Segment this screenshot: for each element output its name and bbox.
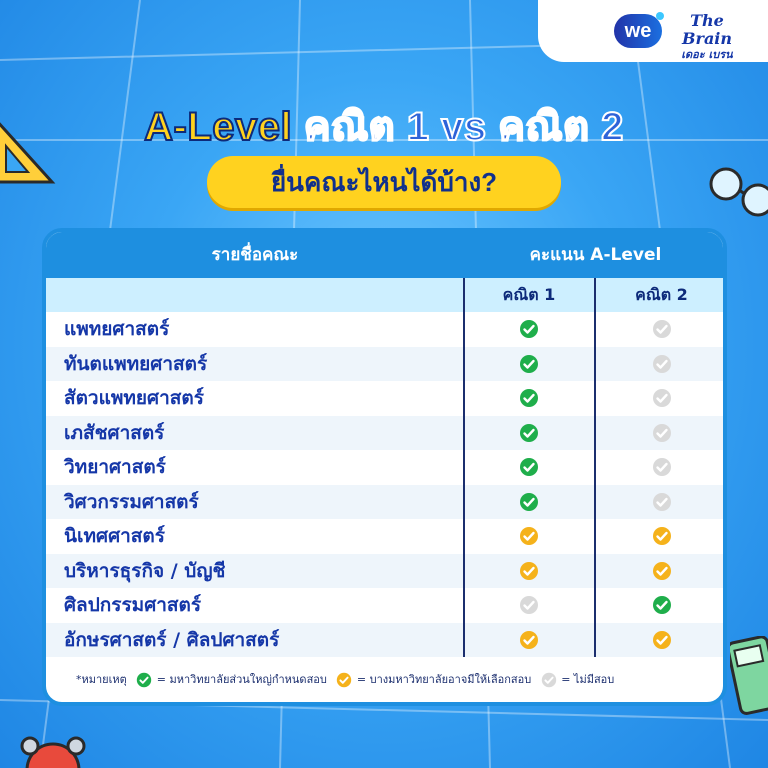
- title-math-compare: คณิต 1 vs คณิต 2: [303, 105, 624, 149]
- legend-optional-text: = บางมหาวิทยาลัยอาจมีให้เลือกสอบ: [356, 673, 532, 686]
- faculty-name: วิทยาศาสตร์: [64, 456, 166, 478]
- check-green-icon: [519, 388, 539, 408]
- check-gray-icon: [652, 319, 672, 339]
- math1-cell: [464, 623, 594, 658]
- table-row: [46, 485, 723, 520]
- table-row: [46, 381, 723, 416]
- check-gray-icon: [652, 492, 672, 512]
- check-green-icon: [519, 457, 539, 477]
- check-yellow-icon: [336, 672, 352, 688]
- faculty-name: เภสัชศาสตร์: [64, 421, 165, 444]
- math2-cell: [596, 381, 727, 416]
- math2-cell: [596, 519, 727, 554]
- subtitle-pill: ยื่นคณะไหนได้บ้าง?: [207, 156, 561, 208]
- alarm-clock-icon: [18, 736, 88, 768]
- comparison-table: [42, 228, 727, 706]
- math2-cell: [596, 554, 727, 589]
- page-title: [0, 94, 768, 158]
- check-green-icon: [519, 354, 539, 374]
- table-header: [46, 232, 723, 278]
- table-row: [46, 554, 723, 589]
- table-subheader: [46, 278, 723, 312]
- check-yellow-icon: [519, 561, 539, 581]
- legend-required-text: = มหาวิทยาลัยส่วนใหญ่กำหนดสอบ: [156, 673, 327, 686]
- math1-cell: [464, 347, 594, 382]
- column-divider-2: [594, 278, 596, 657]
- check-gray-icon: [519, 595, 539, 615]
- math1-cell: [464, 312, 594, 347]
- table-row: [46, 519, 723, 554]
- table-row: [46, 450, 723, 485]
- faculty-name: ศิลปกรรมศาสตร์: [64, 594, 202, 616]
- check-yellow-icon: [652, 630, 672, 650]
- math2-cell: [596, 416, 727, 451]
- legend-prefix: *หมายเหตุ: [76, 673, 127, 686]
- column-divider-1: [463, 278, 465, 657]
- we-logo-dot: [656, 12, 664, 20]
- title-a-level: A-Level: [144, 105, 293, 149]
- table-row: [46, 416, 723, 451]
- check-green-icon: [136, 672, 152, 688]
- math1-cell: [464, 588, 594, 623]
- the-brain-logo-text: The Brain: [681, 11, 733, 48]
- math2-cell: [596, 623, 727, 658]
- math2-column-header: คณิต 2: [635, 285, 688, 304]
- faculty-list-header: รายชื่อคณะ: [211, 245, 299, 265]
- faculty-name: วิศวกรรมศาสตร์: [64, 490, 199, 513]
- check-gray-icon: [652, 388, 672, 408]
- check-gray-icon: [652, 457, 672, 477]
- check-yellow-icon: [652, 526, 672, 546]
- table-row: [46, 588, 723, 623]
- check-gray-icon: [652, 423, 672, 443]
- faculty-name: ทันตแพทยศาสตร์: [64, 352, 208, 375]
- math1-cell: [464, 554, 594, 589]
- check-green-icon: [652, 595, 672, 615]
- table-row: [46, 623, 723, 658]
- legend: [46, 658, 723, 702]
- we-logo: we: [614, 14, 662, 48]
- the-brain-logo-thai-text: เดอะ เบรน: [681, 48, 733, 61]
- math1-cell: [464, 381, 594, 416]
- table-row: [46, 312, 723, 347]
- math2-cell: [596, 485, 727, 520]
- glasses-icon: [704, 158, 768, 222]
- check-yellow-icon: [652, 561, 672, 581]
- calculator-icon: [730, 636, 768, 716]
- faculty-name: อักษรศาสตร์ / ศิลปศาสตร์: [64, 628, 280, 651]
- check-yellow-icon: [519, 630, 539, 650]
- faculty-name: บริหารธุรกิจ / บัญชี: [64, 559, 226, 582]
- faculty-name: สัตวแพทยศาสตร์: [64, 387, 204, 409]
- table-row: [46, 347, 723, 382]
- check-green-icon: [519, 319, 539, 339]
- check-green-icon: [519, 492, 539, 512]
- math1-cell: [464, 450, 594, 485]
- check-gray-icon: [652, 354, 672, 374]
- faculty-name: นิเทศศาสตร์: [64, 525, 165, 547]
- check-green-icon: [519, 423, 539, 443]
- math1-cell: [464, 485, 594, 520]
- math2-cell: [596, 312, 727, 347]
- check-yellow-icon: [519, 526, 539, 546]
- math1-cell: [464, 519, 594, 554]
- the-brain-logo: [672, 12, 742, 62]
- a-level-score-header: คะแนน A-Level: [529, 245, 662, 265]
- faculty-name: แพทยศาสตร์: [64, 318, 170, 340]
- legend-none-text: = ไม่มีสอบ: [561, 673, 615, 686]
- math1-column-header: คณิต 1: [502, 285, 556, 304]
- math2-cell: [596, 450, 727, 485]
- table-body: [46, 312, 723, 657]
- math2-cell: [596, 347, 727, 382]
- math1-cell: [464, 416, 594, 451]
- check-gray-icon: [541, 672, 557, 688]
- math2-cell: [596, 588, 727, 623]
